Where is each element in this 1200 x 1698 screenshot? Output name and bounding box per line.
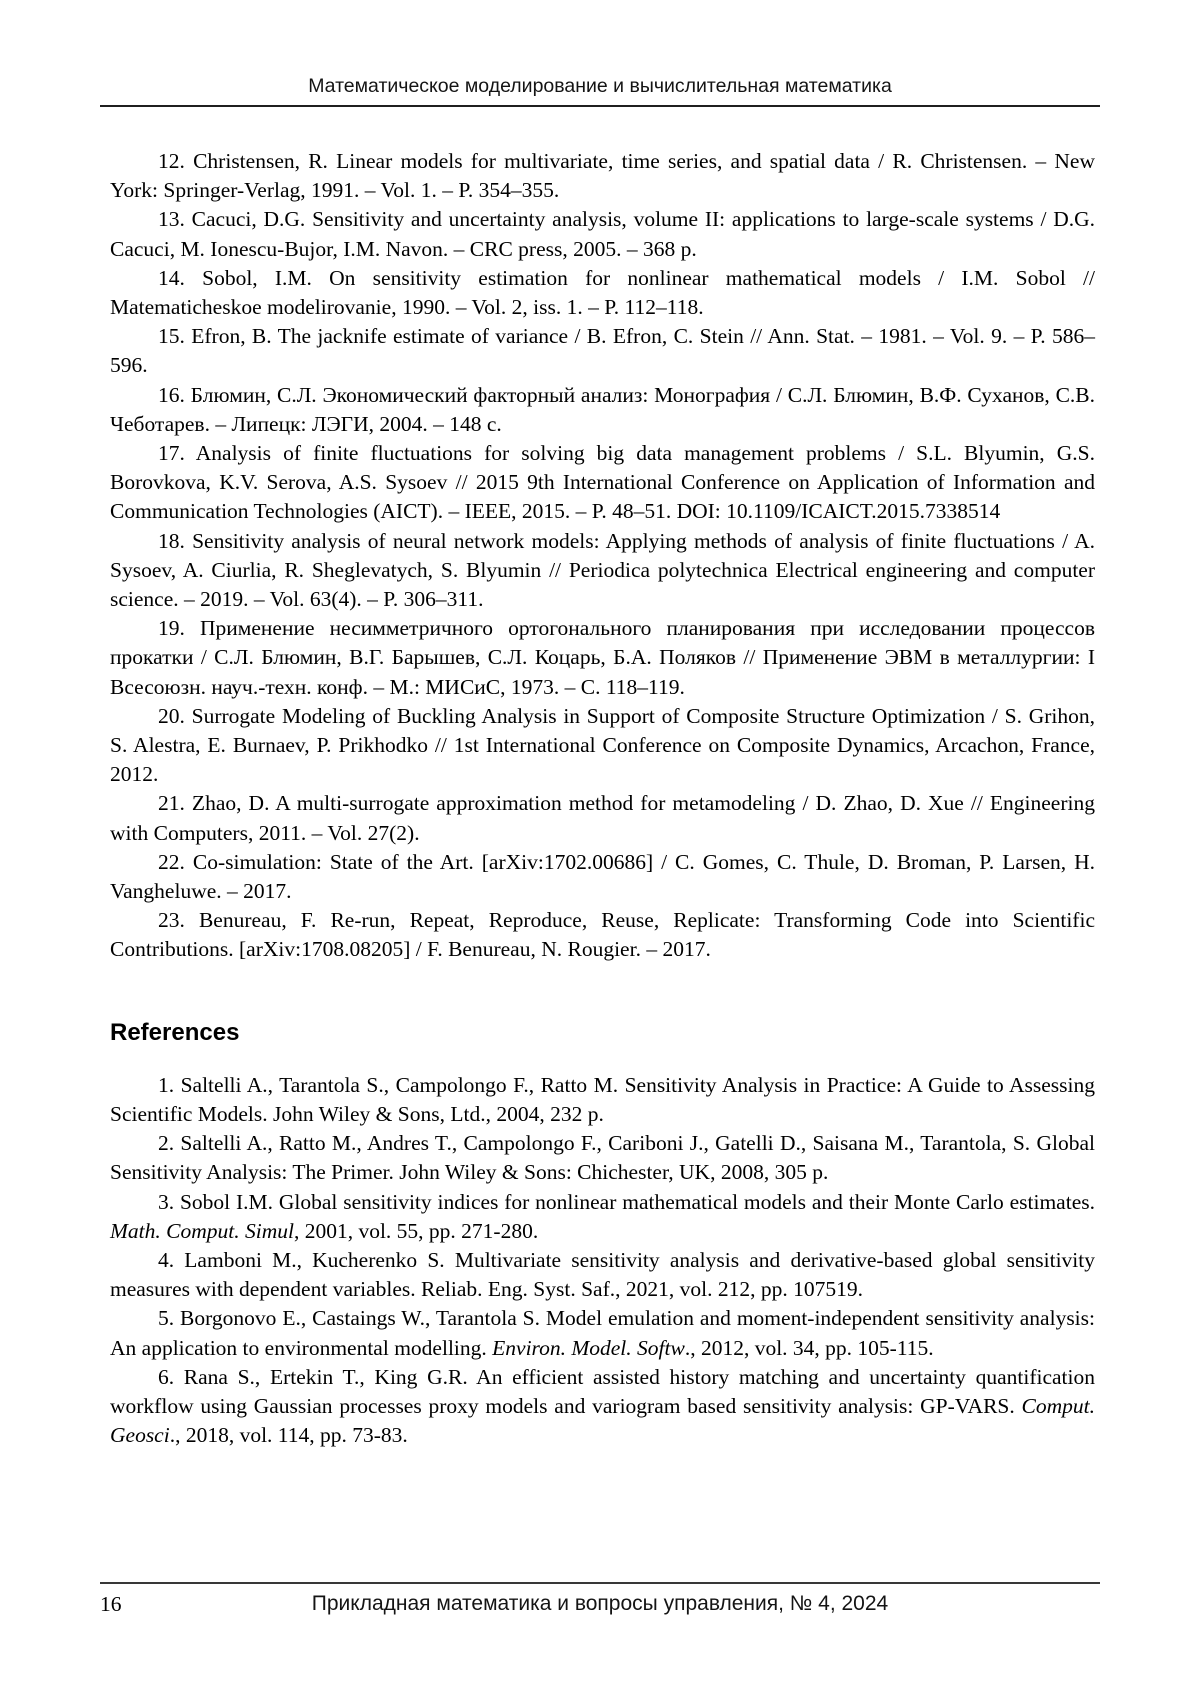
references-list <box>110 1071 1095 1451</box>
bib-item: 12. Christensen, R. Linear models for multivariate, time series, and spatial data / R. Christensen. – New York: Springer-Verlag, 1991. – Vol. 1. – P. 354–355. <box>110 149 1095 203</box>
page-content <box>110 147 1095 1450</box>
page-header <box>100 74 1100 107</box>
bib-item: 1. Saltelli A., Tarantola S., Campolongo F., Ratto M. Sensitivity Analysis in Practice: A Guide to Assessing Scientific Models. John Wiley & Sons, Ltd., 2004, 232 p. <box>110 1072 1095 1126</box>
running-title: Математическое моделирование и вычислительная математика <box>308 75 892 97</box>
bib-item: 15. Efron, B. The jacknife estimate of variance / B. Efron, C. Stein // Ann. Stat. – 1981. – Vol. 9. – P. 586–596. <box>110 324 1095 378</box>
references-heading: References <box>110 1018 240 1046</box>
bib-item: 2. Saltelli A., Ratto M., Andres T., Campolongo F., Cariboni J., Gatelli D., Saisana M., Tarantola, S. Global Sensitivity Analysis: The Primer. John Wiley & Sons: Chichester, UK, 2008, 305 p. <box>110 1131 1095 1185</box>
bib-item: 14. Sobol, I.M. On sensitivity estimation for nonlinear mathematical models / I.M. Sobol // Matematicheskoe modelirovanie, 1990. – Vol. 2, iss. 1. – P. 112–118. <box>110 265 1095 320</box>
bib-item: 18. Sensitivity analysis of neural network models: Applying methods of analysis of finite fluctuations / A. Sysoev, A. Ciurlia, R. Sheglevatych, S. Blyumin // Periodica polytechnica Electrical engineering and computer science. – 2019. – Vol. 63(4). – P. 306–311. <box>110 528 1095 612</box>
bibliography-section-continued <box>110 147 1095 965</box>
bib-item: 19. Применение несимметричного ортогонального планирования при исследовании процессов прокатки / С.Л. Блюмин, В.Г. Барышев, С.Л. Коцарь, Б.А. Поляков // Применение ЭВМ в металлургии: I Всесоюзн. науч.-техн. конф. – М.: МИСиС, 1973. – С. 118–119. <box>110 616 1095 699</box>
bibliography-list <box>110 147 1095 965</box>
bib-item: 5. Borgonovo E., Castaings W., Tarantola S. Model emulation and moment-independent sensitivity analysis: An application to environmental modelling. Environ. Model. Softw., 2012, vol. 34, pp. 105-115. <box>110 1306 1095 1360</box>
bib-item: 20. Surrogate Modeling of Buckling Analysis in Support of Composite Structure Optimization / S. Grihon, S. Alestra, E. Burnaev, P. Prikhodko // 1st International Conference on Composite Dynamics, Arcachon, France, 2012. <box>110 703 1095 787</box>
bib-item: 17. Analysis of finite fluctuations for solving big data management problems / S.L. Blyumin, G.S. Borovkova, K.V. Serova, A.S. Sysoev // 2015 9th International Conference on Application of Information and Communication Technologies (AICT). – IEEE, 2015. – P. 48–51. DOI: 10.1109/ICAICT.2015.7338514 <box>110 441 1095 524</box>
journal-title: Прикладная математика и вопросы управления, № 4, 2024 <box>311 1592 889 1615</box>
bib-item: 3. Sobol I.M. Global sensitivity indices for nonlinear mathematical models and their Monte Carlo estimates. Math. Comput. Simul, 2001, vol. 55, pp. 271-280. <box>110 1189 1095 1243</box>
bib-item: 16. Блюмин, С.Л. Экономический факторный анализ: Монография / С.Л. Блюмин, В.Ф. Суханов, С.В. Чеботарев. – Липецк: ЛЭГИ, 2004. – 148 с. <box>110 382 1095 436</box>
bib-item: 23. Benureau, F. Re-run, Repeat, Reproduce, Reuse, Replicate: Transforming Code into Scientific Contributions. [arXiv:1708.08205] / F. Benureau, N. Rougier. – 2017. <box>110 908 1095 962</box>
page-number: 16 <box>100 1592 122 1616</box>
bib-item: 13. Cacuci, D.G. Sensitivity and uncertainty analysis, volume II: applications to large-scale systems / D.G. Cacuci, M. Ionescu-Bujor, I.M. Navon. – CRC press, 2005. – 368 p. <box>110 207 1095 261</box>
bib-item: 4. Lamboni M., Kucherenko S. Multivariate sensitivity analysis and derivative-based global sensitivity measures with dependent variables. Reliab. Eng. Syst. Saf., 2021, vol. 212, pp. 107519. <box>110 1247 1095 1302</box>
bib-item: 21. Zhao, D. A multi-surrogate approximation method for metamodeling / D. Zhao, D. Xue // Engineering with Computers, 2011. – Vol. 27(2). <box>110 791 1095 845</box>
bib-item: 6. Rana S., Ertekin T., King G.R. An efficient assisted history matching and uncertainty quantification workflow using Gaussian processes proxy models and variogram based sensitivity analysis: GP-VARS. Comput. Geosci., 2018, vol. 114, pp. 73-83. <box>110 1364 1095 1448</box>
page-footer <box>100 1582 1100 1616</box>
bib-item: 22. Co-simulation: State of the Art. [arXiv:1702.00686] / C. Gomes, C. Thule, D. Broman, P. Larsen, H. Vangheluwe. – 2017. <box>110 849 1095 904</box>
references-section <box>110 1071 1095 1451</box>
